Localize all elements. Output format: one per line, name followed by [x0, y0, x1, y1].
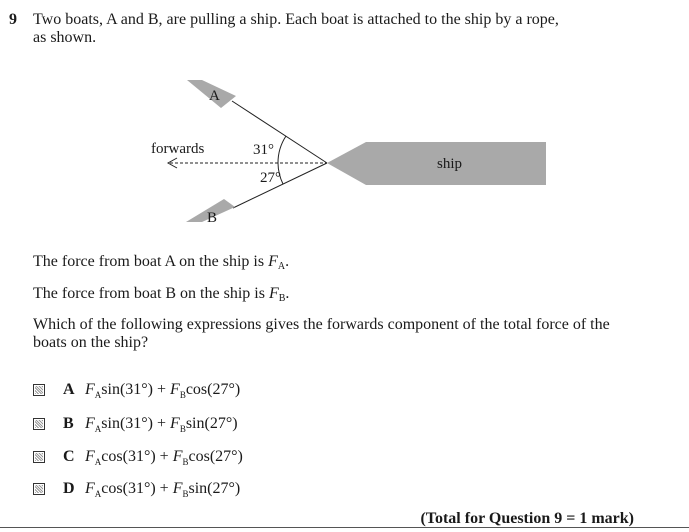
force-a-statement: The force from boat A on the ship is $F_A$.: [33, 253, 290, 272]
option-a-expression: $F_A\sin(31^\circ) + F_B\cos(27^\circ)$: [85, 380, 241, 400]
force-b-statement: The force from boat B on the ship is $F_B$.: [33, 285, 290, 304]
option-c-expression: $F_A\cos(31^\circ) + F_B\cos(27^\circ)$: [85, 447, 243, 467]
option-a-checkbox[interactable]: [33, 384, 45, 396]
option-b-letter: B: [63, 415, 74, 432]
option-b[interactable]: [33, 414, 238, 434]
option-c-checkbox[interactable]: [33, 451, 45, 463]
total-marks: (Total for Question 9 = 1 mark): [420, 510, 634, 527]
option-d-expression: $F_A\cos(31^\circ) + F_B\sin(27^\circ)$: [85, 479, 241, 499]
intro-line-1: Two boats, A and B, are pulling a ship. Each boat is attached to the ship by a rope,: [33, 11, 559, 28]
angle-a-label: 31°: [253, 142, 274, 158]
option-d-checkbox[interactable]: [33, 483, 45, 495]
question-prompt: Which of the following expressions gives the forwards component of the total force of the boats on the ship?: [33, 316, 610, 351]
option-d-letter: D: [63, 480, 75, 497]
boats-diagram: [0, 0, 689, 240]
intro-line-2: as shown.: [33, 29, 97, 46]
angle-a-arc: [278, 136, 286, 163]
bottom-rule: [0, 527, 689, 528]
option-b-expression: $F_A\sin(31^\circ) + F_B\sin(27^\circ)$: [85, 414, 238, 434]
rope-a: [232, 101, 327, 163]
option-a-letter: A: [63, 381, 75, 398]
option-b-checkbox[interactable]: [33, 418, 45, 430]
ship-label: ship: [437, 156, 463, 172]
option-d[interactable]: [33, 479, 240, 499]
boat-a-label: A: [209, 88, 220, 104]
option-c-letter: C: [63, 448, 75, 465]
question-number: 9: [9, 11, 17, 28]
option-c[interactable]: [33, 447, 243, 467]
angle-b-label: 27°: [260, 170, 281, 186]
forwards-label: forwards: [151, 141, 205, 157]
boat-b-label: B: [207, 210, 218, 226]
option-a[interactable]: [33, 380, 240, 400]
